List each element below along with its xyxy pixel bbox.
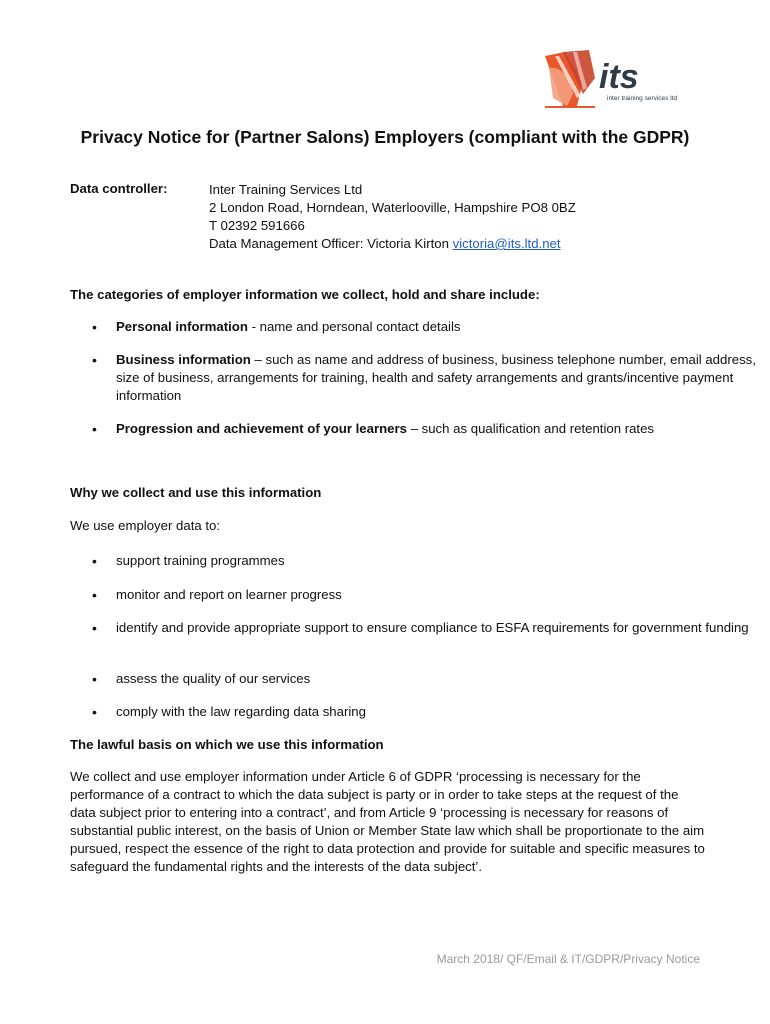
dmo-email-link[interactable]: victoria@its.ltd.net — [452, 236, 561, 251]
list-item: • monitor and report on learner progress — [70, 586, 756, 604]
why-intro: We use employer data to: — [70, 518, 221, 533]
page-footer: March 2018/ QF/Email & IT/GDPR/Privacy Notice — [436, 952, 700, 966]
list-item: • Personal information - name and personal contact details — [70, 318, 756, 336]
dmo-label: Data Management Officer: Victoria Kirton — [209, 236, 453, 251]
list-item: • Progression and achievement of your learners – such as qualification and retention rates — [70, 420, 756, 438]
logo-tagline: inter training services ltd — [607, 95, 678, 102]
company-phone: T 02392 591666 — [209, 218, 305, 233]
categories-heading: The categories of employer information we collect, hold and share include: — [70, 287, 540, 302]
lawful-heading: The lawful basis on which we use this information — [70, 737, 384, 752]
why-heading: Why we collect and use this information — [70, 485, 322, 500]
page-title: Privacy Notice for (Partner Salons) Employers (compliant with the GDPR) — [80, 127, 690, 147]
data-management-officer — [209, 235, 576, 253]
its-logo — [543, 48, 693, 110]
company-name: Inter Training Services Ltd — [209, 182, 363, 197]
company-address: 2 London Road, Horndean, Waterlooville, Hampshire PO8 0BZ — [209, 200, 576, 215]
list-item: • comply with the law regarding data sharing — [70, 703, 756, 721]
logo-wordmark: its — [599, 58, 639, 96]
list-item: • identify and provide appropriate support to ensure compliance to ESFA requirements for government funding — [70, 619, 756, 637]
list-item: • support training programmes — [70, 552, 756, 570]
list-item: • assess the quality of our services — [70, 670, 756, 688]
list-item: • Business information – such as name and address of business, business telephone number, email address, size of business, arrangements for training, health and safety arrangements and grants/incentive payment information — [70, 351, 756, 405]
lawful-body: We collect and use employer information under Article 6 of GDPR ‘processing is necessary for the performance of a contract to which the data subject is party or in order to take steps at the request of the data subject prior to entering into a contract’, and from Article 9 ‘processing is necessary for reasons of substantial public interest, on the basis of Union or Member State law which shall be proportionate to the aim pursued, respect the essence of the right to data protection and provide for suitable and specific measures to safeguard the fundamental rights and the interests of the data subject’. — [70, 769, 705, 874]
data-controller-label: Data controller: — [70, 181, 168, 196]
data-controller-details — [209, 181, 576, 253]
